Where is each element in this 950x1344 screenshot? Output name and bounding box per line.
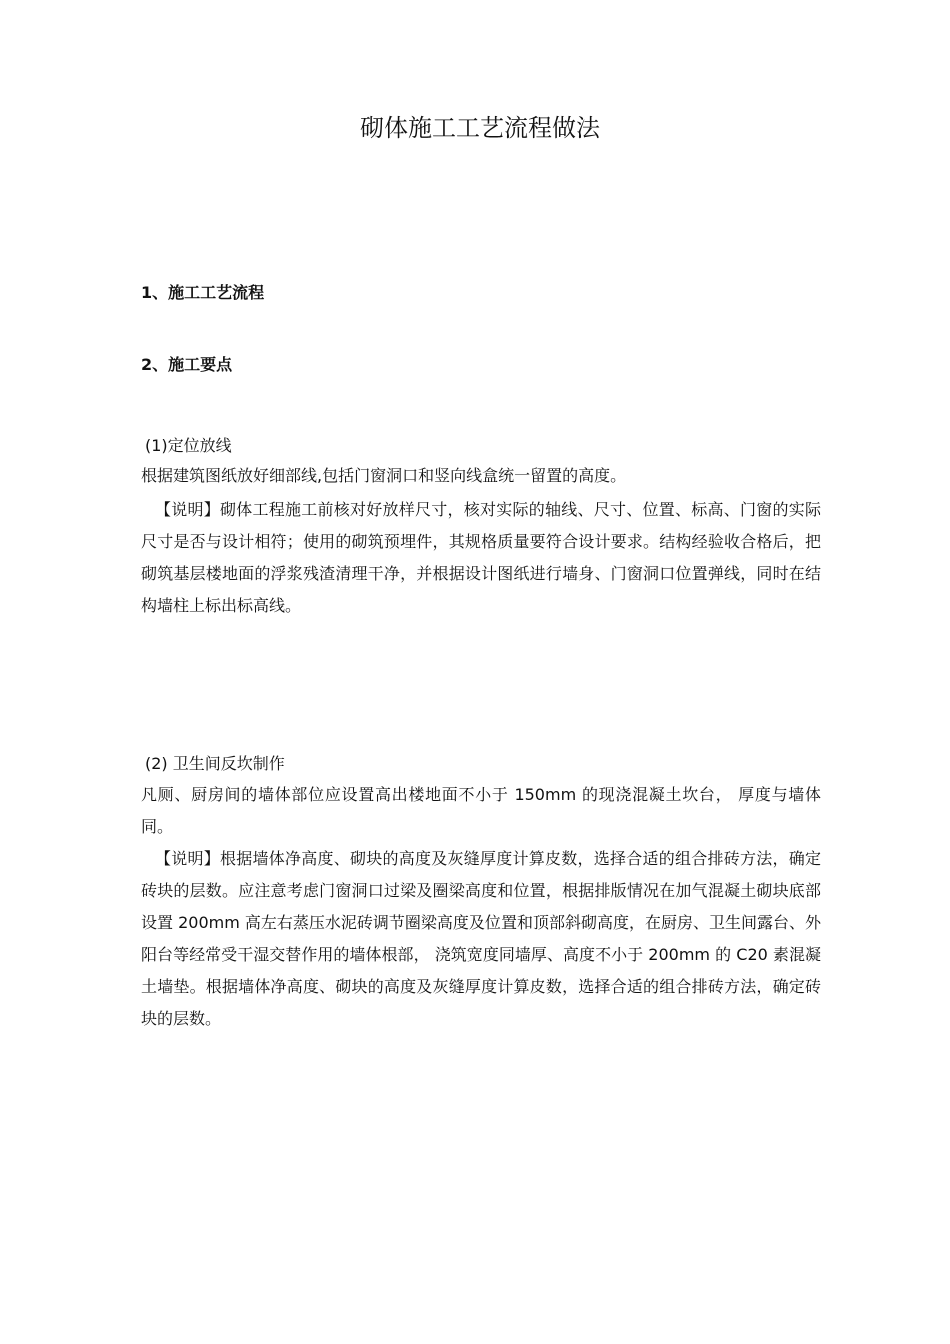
paragraph-layout-note: 【说明】砌体工程施工前核对好放样尺寸，核对实际的轴线、尺寸、位置、标高、门窗的实际尺寸是否与设计相符；使用的砌筑预埋件，其规格质量要符合设计要求。结构经验收合格后，把砌筑基层楼地面的浮浆残渣清理干净，并根据设计图纸进行墙身、门窗洞口位置弹线，同时在结构墙柱上标出标高线。: [141, 500, 821, 615]
paragraph-layout-text: 根据建筑图纸放好细部线,包括门窗洞口和竖向线盒统一留置的高度。: [141, 466, 627, 485]
section-heading-process: 1、施工工艺流程: [141, 283, 265, 302]
paragraph-curb-text: 凡厕、厨房间的墙体部位应设置高出楼地面不小于 150mm 的现浇混凝土坎台， 厚度与墙体同。: [141, 785, 821, 836]
subheading-layout-positioning: (1)定位放线: [145, 436, 232, 455]
subheading-bathroom-curb: (2) 卫生间反坎制作: [145, 754, 285, 773]
paragraph-curb-note: 【说明】根据墙体净高度、砌块的高度及灰缝厚度计算皮数，选择合适的组合排砖方法，确定砖块的层数。应注意考虑门窗洞口过梁及圈梁高度和位置，根据排版情况在加气混凝土砌块底部设置 200mm 高左右蒸压水泥砖调节圈梁高度及位置和顶部斜砌高度，在厨房、卫生间露台、外阳台等经常受干湿交替作用的墙体根部， 浇筑宽度同墙厚、高度不小于 200mm 的 C20 素混凝土墙垫。根据墙体净高度、砌块的高度及灰缝厚度计算皮数，选择合适的组合排砖方法，确定砖块的层数。: [141, 849, 821, 1028]
page-title: 砌体施工工艺流程做法: [360, 114, 600, 142]
section-heading-key-points: 2、施工要点: [141, 355, 233, 374]
